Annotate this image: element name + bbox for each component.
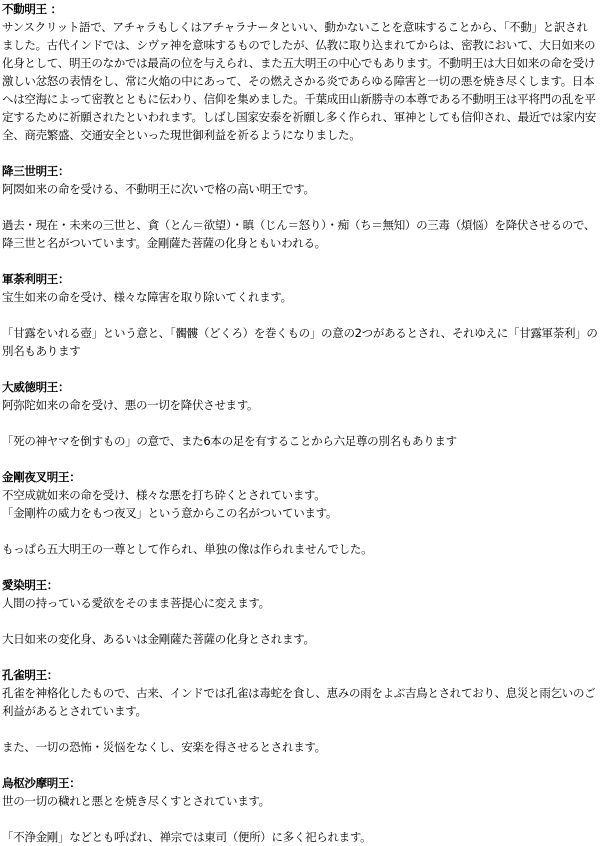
paragraph-spacer <box>2 414 598 432</box>
section-ususama-myoo <box>2 774 598 846</box>
paragraph-spacer <box>2 810 598 828</box>
section-paragraph: もっぱら五大明王の一尊として作られ、単独の像は作られませんでした。 <box>2 542 373 556</box>
section-heading: 孔雀明王： <box>2 668 58 682</box>
paragraph-spacer <box>2 306 598 324</box>
paragraph-spacer <box>2 612 598 630</box>
section-heading: 降三世明王： <box>2 164 70 178</box>
section-gundari-myoo <box>2 270 598 360</box>
section-paragraph: 阿閦如来の命を受ける、不動明王に次いで格の高い明王です。 <box>2 182 315 196</box>
section-paragraph: 「不浄金剛」などとも呼ばれ、禅宗では東司（便所）に多く祀られます。 <box>2 830 372 844</box>
section-heading: 大威徳明王： <box>2 380 70 394</box>
section-paragraph: 「甘露をいれる壺」という意と、「髑髏（どくろ）を巻くもの」の意の2つがあるとされ、それゆえに「甘露軍荼利」の別名もあります <box>2 326 598 358</box>
section-fudo-myoo <box>2 0 598 144</box>
section-paragraph: また、一切の恐怖・災悩をなくし、安楽を得させるとされます。 <box>2 740 326 754</box>
section-paragraph: 「死の神ヤマを倒すもの」の意で、また6本の足を有することから六足尊の別名もあります <box>2 434 457 448</box>
section-heading: 軍荼利明王： <box>2 272 70 286</box>
section-aizen-myoo <box>2 576 598 648</box>
section-spacer <box>2 252 598 270</box>
section-heading: 烏枢沙摩明王： <box>2 776 81 790</box>
section-paragraph: 孔雀を神格化したもので、古来、インドでは孔雀は毒蛇を食し、恵みの雨をよぶ吉鳥とされており、息災と雨乞いのご利益があるとされています。 <box>2 686 596 718</box>
section-kongoyasha-myoo <box>2 468 598 558</box>
section-daiitoku-myoo <box>2 378 598 450</box>
section-heading: 不動明王 ： <box>2 2 62 16</box>
section-spacer <box>2 558 598 576</box>
section-paragraph: 世の一切の穢れと悪とを焼き尽くすとされています。 <box>2 794 270 808</box>
section-spacer <box>2 648 598 666</box>
section-paragraph: 大日如来の変化身、あるいは金剛薩た菩薩の化身とされます。 <box>2 632 315 646</box>
paragraph-spacer <box>2 198 598 216</box>
section-heading: 金剛夜叉明王： <box>2 470 81 484</box>
section-paragraph: 宝生如来の命を受け、様々な障害を取り除いてくれます。 <box>2 290 292 304</box>
section-heading: 愛染明王： <box>2 578 58 592</box>
section-spacer <box>2 360 598 378</box>
section-paragraph: 人間の持っている愛欲をそのまま菩提心に変えます。 <box>2 596 270 610</box>
section-paragraph: サンスクリット語で、アチャラもしくはアチャラナータといい、動かないことを意味することから、「不動」と訳されました。古代インドでは、シヴァ神を意味するものでしたが、仏教に取り込まれてからは、密教において、大日如来の化身として、明王のなかでは最高の位を与えられ、また五大明王の中心でもあります。不動明王は大日如来の命を受け激しい忿怒の表情をし、常に火焔の中にあって、その燃えさかる炎であらゆる障害と一切の悪を焼き尽くします。日本へは空海によって密教とともに伝わり、信仰を集めました。千葉成田山新勝寺の本尊である不動明王は平将門の乱を平定するために祈願されたといわれます。しばし国家安泰を祈願し多く作られ、軍神としても信仰され、最近では家内安全、商売繁盛、交通安全といった現世御利益を祈るようになりました。 <box>2 20 597 142</box>
paragraph-spacer <box>2 720 598 738</box>
section-spacer <box>2 144 598 162</box>
section-spacer <box>2 450 598 468</box>
section-paragraph: 過去・現在・未来の三世と、貪（とん＝欲望）・瞋（じん＝怒り）・痴（ち＝無知）の三毒（煩悩）を降伏させるので、降三世と名がついています。金剛薩た菩薩の化身ともいわれる。 <box>2 218 596 250</box>
section-paragraph: 阿弥陀如来の命を受け、悪の一切を降伏させます。 <box>2 398 259 412</box>
section-paragraph: 不空成就如来の命を受け、様々な悪を打ち砕くとされています。 「金剛杵の威力をもつ夜叉」という意からこの名がついています。 <box>2 488 338 520</box>
section-kujaku-myoo <box>2 666 598 756</box>
section-spacer <box>2 756 598 774</box>
paragraph-spacer <box>2 522 598 540</box>
section-gozanze-myoo <box>2 162 598 252</box>
